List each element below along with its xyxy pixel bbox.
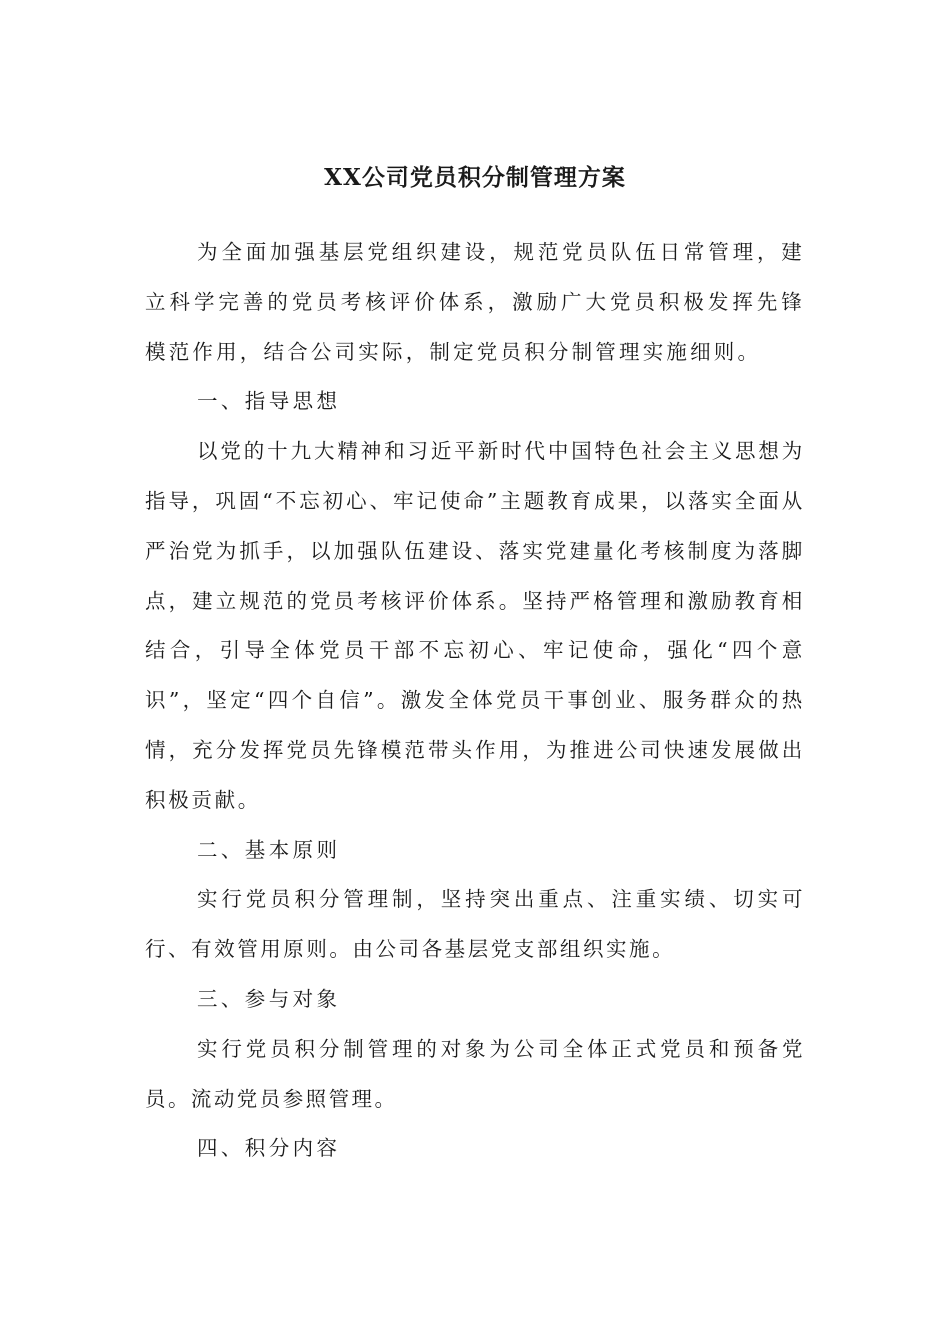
section-heading-points-content: 四、积分内容 [197,1136,341,1161]
document-title: XX公司党员积分制管理方案 [324,164,626,191]
section-paragraph-participants: 实行党员积分制管理的对象为公司全体正式党员和预备党员。流动党员参照管理。 [145,1036,805,1111]
section-paragraph-guiding-thought: 以党的十九大精神和习近平新时代中国特色社会主义思想为指导，巩固“不忘初心、牢记使命”主题教育成果，以落实全面从严治党为抓手，以加强队伍建设、落实党建量化考核制度为落脚点，建立规范的党员考核评价体系。坚持严格管理和激励教育相结合，引导全体党员干部不忘初心、牢记使命，强化“四个意识”，坚定“四个自信”。激发全体党员干事创业、服务群众的热情，充分发挥党员先锋模范带头作用，为推进公司快速发展做出积极贡献。 [145,439,805,812]
section-heading-basic-principles: 二、基本原则 [197,837,341,862]
document-body [145,228,805,1174]
section-paragraph-basic-principles: 实行党员积分管理制，坚持突出重点、注重实绩、切实可行、有效管用原则。由公司各基层党支部组织实施。 [145,887,805,962]
section-heading-participants: 三、参与对象 [197,986,341,1011]
intro-paragraph: 为全面加强基层党组织建设，规范党员队伍日常管理，建立科学完善的党员考核评价体系，激励广大党员积极发挥先锋模范作用，结合公司实际，制定党员积分制管理实施细则。 [145,240,805,364]
section-heading-guiding-thought: 一、指导思想 [197,389,341,414]
